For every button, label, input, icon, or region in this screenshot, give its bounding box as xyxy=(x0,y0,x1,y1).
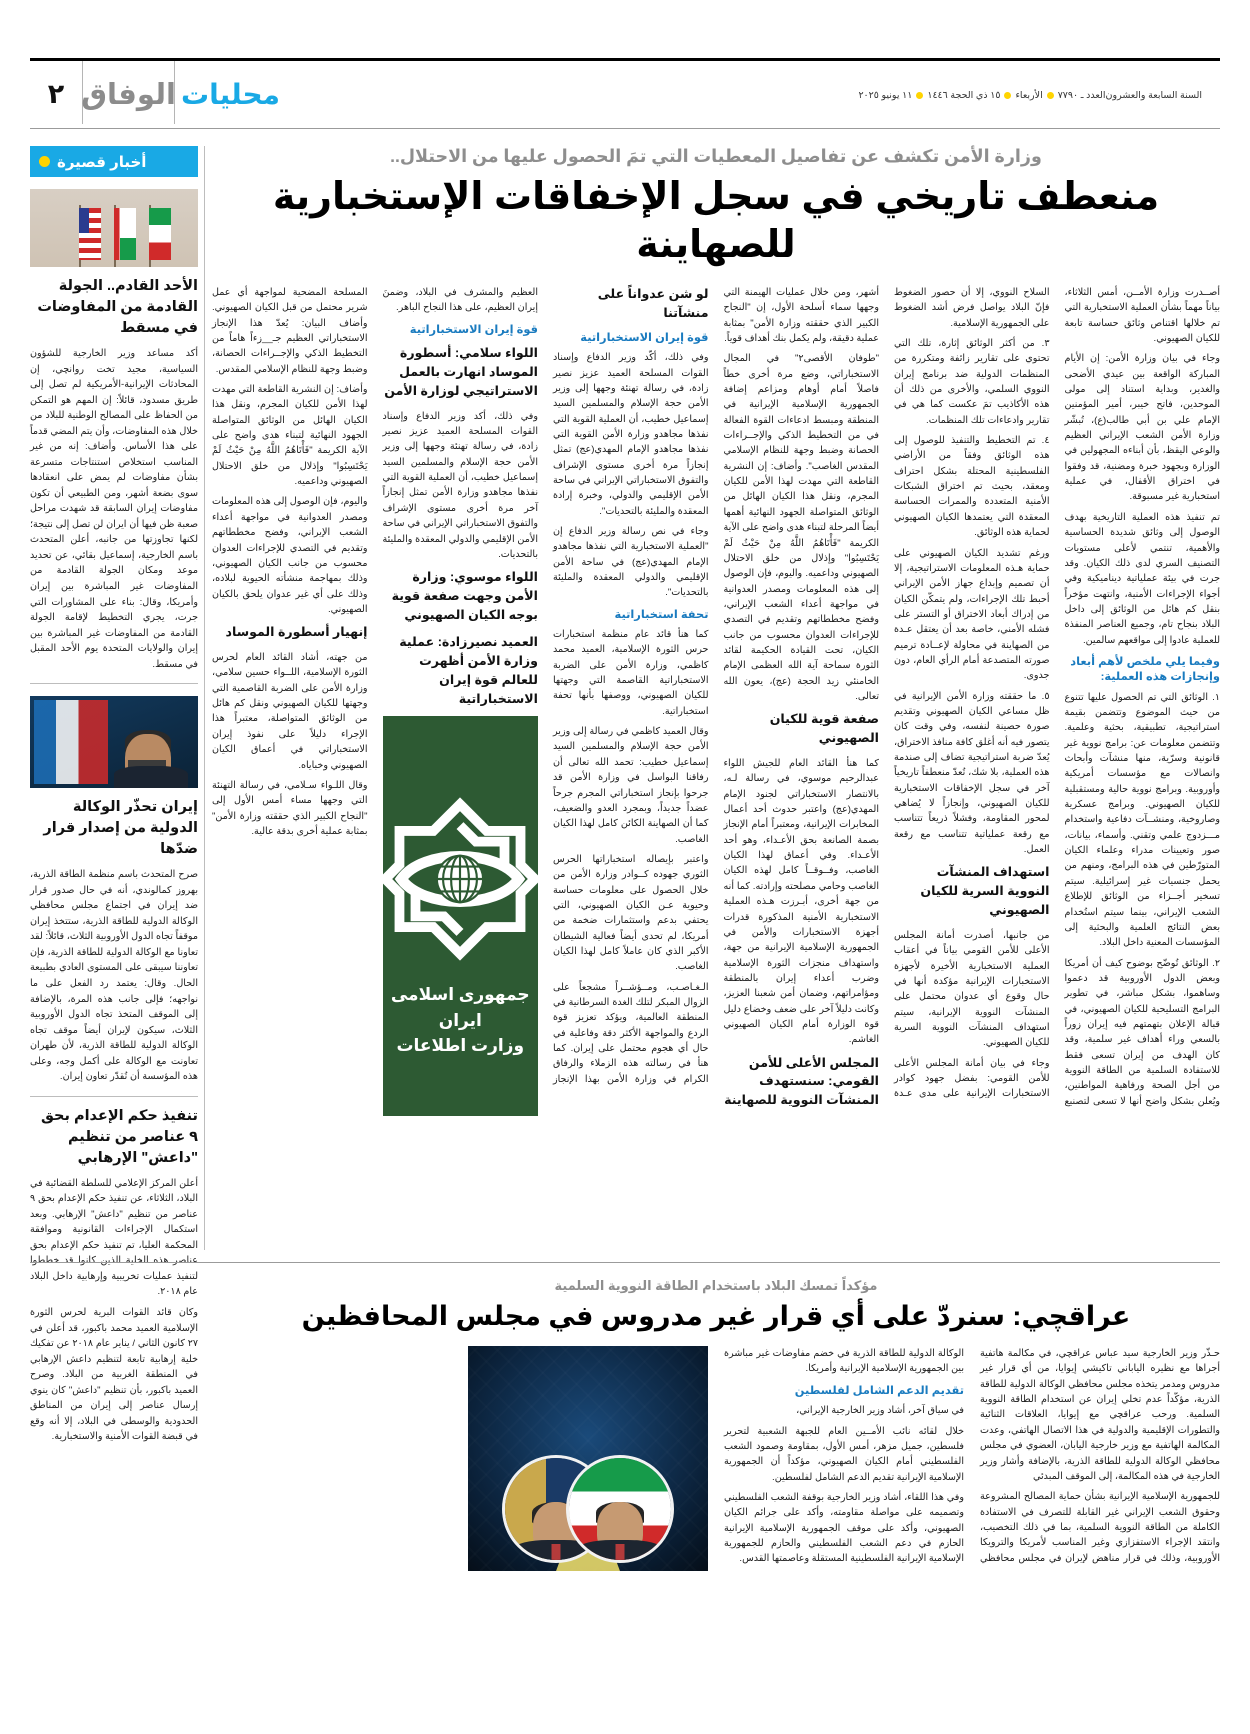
pull-quote: العميد نصيرزادة: عملية وزارة الأمن أظهرت للعالم قوة إيران الاستخباراتية xyxy=(399,634,538,706)
column-paragraph: خلال لقائه نائب الأمــين العام للجبهة الشعبية لتحرير فلسطين، جميل مزهر، أمس الأول، بمقاومة وصمود الشعب الفلسطيني أمام الكيان الصهيوني، مؤكداً أن الجمهورية الإسلامية الإيرانية تقديم الدعم الشامل لفلسطين. xyxy=(724,1425,964,1483)
column-paragraph: وفي ذلك، أكّد وزير الدفاع وإسناد القوات المسلحة العميد عزيز نصير زادة، في رسالة تهنئة وجهها إلى وزير الأمن حجة الإسلام والمسلمين السيد إسماعيل خطيب، أن العملية القوية التي نفذها مجاهدو وزارة الأمن القوية التي نفذها مجاهدو الإمام المهدي(عج) تمثل إنجازاً مرة أخرى مستوى الإشراف والتفوق الاستخباراتي الإيراني في ساحة الأمن الإقليمي والدولي، وخبرة إرادة المعقدة والمليئة بالتحديات". xyxy=(553,352,709,517)
column-paragraph: أصــدرت وزارة الأمــن، أمس الثلاثاء، بياناً مهماً بشأن العملية الاستخبارية التي تم خلالها اقتناص وثائق حساسة تابعة للكيان الصهيوني. xyxy=(1064,287,1220,345)
column-subhead: قوة إيران الاستخباراتية xyxy=(409,323,538,336)
column-paragraph: ٥. ما حققته وزارة الأمن الإيرانية في ظل مساعي الكيان الصهيوني وتقديم صورة حصينة لنفسه، وفي وقت كان يتصور فيه أنه أغلق كافة منافذ الاختراق، يُعدّ ضربة استراتيجية تضاف إلى صندمة هذه العملية، بلا شك، تُعدّ منعطفاً تاريخياً آخر في سجل الإخفاقات الاستخبارية للكيان الصهيوني، وإنجازاً لا يُضاهي لمحور المقاومة، وفشلاً ذريعاً تتناسب مع رقعة عملياتية تتناسب مع رقعة العمل. xyxy=(894,690,1050,856)
main-article-columns xyxy=(212,285,1220,1270)
bottom-article xyxy=(212,1278,1220,1712)
bottom-article-headline: عراقچي: سنردّ على أي قرار غير مدروس في مجلس المحافظين xyxy=(301,1301,1131,1331)
column-paragraph: تم تنفيذ هذه العملية التاريخية بهدف الوصول إلى وثائق شديدة الحساسية والأهمية، تنتمي لأعلى مستويات التصنيف السري لدى ذلك الكيان. وقد جرت في بيئة عملياتية ديناميكية وفي أجواء الإجراءات الأمنية، وانتهت مؤخراً بنقل كم هائل من الوثائق إلى داخل البلاد بنجاح تام، وجميع العناصر المنفذة للعملية عادوا إلى مواقعهم سالمين. xyxy=(1064,511,1220,646)
pull-quote: صفعة قوية للكيان الصهيوني xyxy=(769,712,879,746)
portrait-right xyxy=(566,1455,674,1563)
main-article-headline: منعطف تاريخي في سجل الإخفاقات الإستخبارية للصهاينة xyxy=(272,176,1160,266)
column-subhead: قوة إيران الاستخباراتية xyxy=(580,331,709,344)
column-paragraph: من جهته، أشاد القائد العام لحرس الثورة الإسلامية، اللــواء حسين سلامي، وزارة الأمن على الضربة القاصمية التي وجهتها للكيان الصهيوني ونقل كم هائل من الوثائق المتواصلة، معتبراً هذا الإجراء دليلاً على نفوذ إيران الاستخباراتي في أعماق الكيان الصهيوني وخباياه. xyxy=(212,652,368,771)
masthead xyxy=(30,58,1220,124)
iran-ministry-of-intelligence-emblem xyxy=(383,716,539,1116)
usa-flag-icon xyxy=(66,205,92,267)
column-paragraph: "طوفان الأقصى٢" في المجال الاستخباراتي، وضع مرة أخرى خطاً فاصلاً أمام أوهام ومزاعم إضافة الجمهورية الإسلامية الإيرانية في المنطقة ومبسط ادعاءات القوة الفعالة في من التخطيط الذكي والإجــراءات الحصانة وضبط وجهة للنظام الإسلامي المقدس الغاصب". وأضاف: إن النشرية القاطعة التي مهدت لهذا الأمن للكيان المجرم، ونقل هذا الكيان الهائل من الوثائق المتواصلة الجهود النهائية أهمها أيضاً المرحلة لتبناء هدى واضح على الآية الكريمة "فَأْتَاهُمُ اللَّهُ مِنْ حَيْثُ لَمْ يَحْتَسِبُوا" وإذلال من خلق الاحتلال الصهيوني وداعميه. واليوم، فإن الوصول إلى هذه المعلومات ومصدر العدوانية في مواجهة أعداء الشعب الإيراني، وفضح مخططاتهم وتقديم في التصدي للإجراءات العدوان محسوب من جانب الكيان، تحت القيادة الحكيمة لقائد الثورة سماحة آية الله العظمى الإمام الخامنئي زيد الحجة (عج)، يعون الله تعالى. xyxy=(723,353,879,702)
column-paragraph: للجمهورية الإسلامية الإيرانية بشأن حماية المصالح المشروعة وحقوق الشعب الإيراني غير القابلة للتصرف في الاستفادة الكاملة من الطاقة النووية السلمية، بما في ذلك التخصيب، وانتقد الإجراء الاستفزازي وغير المناسب لأمريكا والترويكا الأوروبية، وذلك في قرار مناهض لإيران في مجلس محافظي الوكالة الدولية للطاقة الذرية في خضم مفاوضات غير مباشرة بين الجمهورية الإسلامية الإيرانية وأمريكا. xyxy=(724,1348,1220,1564)
column-paragraph: في سياق آخر، أشاد وزير الخارجية الإيراني، xyxy=(796,1405,964,1417)
emblem-line-2: وزارت اطلاعات xyxy=(396,1036,525,1056)
separator-dot-icon xyxy=(1004,92,1011,99)
bottom-article-divider xyxy=(30,1262,1220,1263)
sidebar-item-headline[interactable]: الأحد القادم.. الجولة القادمة من المفاوضات في مسقط xyxy=(37,278,198,337)
column-paragraph: ٢. الوثائق تُوضّح بوضوح كيف أن أمريكا وبعض الدول الأوروبية قد دعموا وساهموا، بشكل مباشر، في تطوير البرامج التسليحية للكيان الصهيوني، في قبالة الإعلان بتهمتهم فيه إيران زوراً بالسعي وراء أهداف غير سلمية، وقد كان الهدف من إيران تسعى فقط للاستفادة السلمية من الطاقة النووية من أجل الصحة ورفاهية المواطنين، ويُعلن بشكل واضح أنها لا تسعى لتصنيع السلاح النووي، إلا أن حصور الضغوط فإنّ البلاد يواصل فرض أشد الضغوط على الجمهورية الإسلامية. xyxy=(894,287,1220,1107)
column-subhead: تقديم الدعم الشامل لفلسطين xyxy=(794,1384,964,1397)
sidebar-item-headline[interactable]: تنفيذ حكم الإعدام بحق ٩ عناصر من تنظيم "داعش" الإرهابي xyxy=(40,1107,198,1166)
column-subhead: تحفة استخباراتية xyxy=(614,608,709,621)
pull-quote: إنهيار أسطورة الموساد xyxy=(225,625,368,640)
column-paragraph: كما هنأ القائد العام للجيش اللواء عبدالرحيم موسوي، في رسالة لـه، بالانتصار الاستخباراتي لجنود الإمام المهدي(عج) واعتبر حدوث أحد أعمال المخابرات الإيرانية، ومعتبراً أمام الإنجاز بصمة الصانعة بحق الأعـداء، وهو أحد الأعـداء. وفي أعماق لهذا الكيان الغاصب، وفــوقــاً كامل لهذه الكيان الغاصب وحامي مصلحته وإرادته. كما أنه من جهة أخرى، أبـرزت هـذه العملية الاستخبارية الأمنية المذكورة قدرات أجهزة الاستخبارات والأمن في الجمهورية الإسلامية الإيرانية من جهة، واستهداف منجزات الثورة الإسلامية وضرب أعداء إيران بالمنطقة ومؤامراتهم، وضمان أمن شعبنا العزيز، وكانت دليلاً آخر على ضعف وخضاع دليل قوة الوزارة أمام الكيان الصهيوني الغاشم. xyxy=(723,758,879,1046)
column-paragraph: ٣. من أكثر الوثائق إثارة، تلك التي تحتوي على تقارير زائفة ومتكررة من المنظمات الدولية ضد برنامج إيران النووي السلمي، والأخرى من ذلك أن هذه الأكاذيب تمَ عكست كما هي في تقارير وادعاءات تلك المنظمات. xyxy=(894,338,1050,426)
sidebar-item-paragraph: أكد مساعد وزير الخارجية للشؤون السياسية، مجيد تخت روانچي، إن المحادثات الإيرانية-الأمريكية لم تصل إلى طريق مسدود، قائلاً: إن المهم هو التمكن من الحفاظ على المصالح الوطنية للبلاد من خلال هذه المفاوضات، وأن يتم المضي قدماً على هذا الأساس. وأضاف: إنه من غير المناسب استخلاص استنتاجات متسرعة بشأن مفاوضات لم يمض على انعقادها سوى بضعة أشهر، ومن الطبيعي أن تكون مفاوضات إيران السابقة قد شهدت مراحل صعبة ظن فيها أن ايران لن تصل إلى نتيجة؛ لكنها تجاوزتها من جانبه، أعلن المتحدث باسم الخارجية، إسماعيل بقائي، عن تحديد موعد ومكان الجولة القادمة من المفاوضات غير المباشرة بين إيران وأمريكا، وقال: بناء على المشاورات التي جرت، يجري التخطيط لإقامة الجولة القادمة من المفاوضات غير المباشرة بين إيران والولايات المتحدة يوم الأحد المقبل في مسقط. xyxy=(30,348,198,670)
column-paragraph: وجاء في نص رسالة وزير الدفاع إن "العملية الاستخبارية التي نفذها مجاهدو الإمام المهدي(عج) في ساحة الأمن الإقليمي والدولي المعقدة والمليئة بالتحديات". xyxy=(553,525,709,599)
header-divider xyxy=(30,128,1220,129)
bottom-article-kicker: مؤكداً تمسك البلاد باستخدام الطاقة النووية السلمية xyxy=(554,1278,878,1293)
paper-name: الوفاق xyxy=(82,61,174,124)
issue-hijri-date: ١٥ ذي الحجة ١٤٤٦ xyxy=(927,90,1001,101)
column-paragraph: ورغم تشديد الكيان الصهيوني على حماية هـذه المعلومات الاستراتيجية، إلا أن تصميم وإبداع جهاز الأمن الإيراني أحبط تلك الإجراءات، ولم يتمكّن الكيان من إدراك أبعاد الاختراق أو التستر على فشله الأمني، خاصة بعد أن يعتقل عـدة من الصهاينة في محاولة لإعــادة ترميم صورته المتصدعة أمام الرأي العام، دون جدوى. xyxy=(894,547,1050,682)
bullet-dot-icon xyxy=(39,156,50,167)
section-name[interactable]: محليات xyxy=(174,61,286,124)
pull-quote: اللواء سلامي: أسطورة الموساد انهارت بالعمل الاستراتيجي لوزارة الأمن xyxy=(384,346,538,398)
column-paragraph: ٤. تم التخطيط والتنفيذ للوصول إلى هذه الوثائق وفقاً من الأراضي الفلسطينية المحتلة بشكل احتراف ومعقد، بحيث تم اختراق الشبكات الأمنية المتعددة والممرات الحساسة المعقدة التي يعتمدها الكيان الصهيوني لحماية هذه الوثائق. xyxy=(894,435,1050,539)
column-paragraph: وفي ذلك، أكد وزير الدفاع وإسناد القوات المسلحة العميد عزيز نصير زادة، في رسالة تهنئة وجهها إلى وزير الأمن حجة الإسلام والمسلمين السيد إسماعيل خطيب، أن العملية القوية التي نفذها مجاهدو وزارة الأمن تمثل إنجازاً آخر مرة أخرى مستوى الإشراف والتفوق الاستخباراتي الإيراني في ساحة الأمن الإقليمي والدولي المعقدة والمليئة بالتحديات. xyxy=(382,410,538,560)
column-paragraph: واليوم، فإن الوصول إلى هذه المعلومات ومصدر العدوانية في مواجهة أعداء الشعب الإيراني، وفضح مخططاتهم وتقديم في التصدي للإجراءات العدوان محسوب من جانب الكيان الصهيوني، وذلك بمهاجمة منشأته الحيوية لبلاده، وذلك على أي غير عدوان يلحق بالكيان الصهيوني. xyxy=(212,496,368,615)
short-news-banner xyxy=(30,146,198,177)
column-paragraph: ١. الوثائق التي تم الحصول عليها تتنوع من حيث الموضوع وتتضمن بقيمة استراتيجية، تطبيقية، بحثية وعلمية. وتتضمن معلومات عن: برامج نووية غير قانونية وسرّية، منها منشآت وأبحاث وانصالات مع مؤسسات أمريكية وأوروبية. وبرامج نووية حالية ومستقبلية للكيان الصهيوني. وبرامج عسكرية وصاروخية، ومنشــآت دفاعية واستخدام مـــزدوج علمي وتقني. وأسماء، بيانات، صور وتعيينات مدراء وعلماء الكيان المتورّطين في هذه البرامج، ومنهم من يحمل جنسيات غير إسرائيلية. سيتم تسخير أجــزاء من الوثائق للإطلاع الشعب الإيراني، بينما سيتم استُخدام بعض النتائج العلمية والبحثية إلى المؤسسات المعنية داخل البلاد. xyxy=(1064,691,1220,949)
iran-flag-icon xyxy=(136,205,162,267)
pull-quote: اللواء موسوي: وزارة الأمن وجهت صفعة قوية بوجه الكيان الصهيوني xyxy=(391,570,538,622)
flags-iran-oman-usa-photo xyxy=(30,189,198,267)
intelligence-eye-star-icon xyxy=(383,790,539,968)
sidebar-item-divider xyxy=(30,1096,198,1097)
oman-flag-icon xyxy=(101,205,127,267)
pull-quote: المجلس الأعلى للأمن القومي: سنستهدف المنشآت النووية للصهاينة لو شن عدواناً على منشآتنا xyxy=(597,287,879,1108)
sidebar-item-paragraph: صرح المتحدث باسم منظمة الطاقة الذرية، بهروز كمالوندي، أنه في حال صدور قرار ضد إيران في اجتماع مجلس محافظي الوكالة الدولية للطاقة الذرية، ستتخذ إيران موقفاً تجاه الدول الأوروبية الثلاث، قائلاً: لقد تعاونا مع الوكالة الدولية للطاقة الذرية، فإن تعاوننا سيبقى على المستوى العادي بطبيعة الحال. وقال: يعتمد رد الفعل على ما نواجهه؛ فإلى جانب هذه المرة، بالإضافة إلى الموقف المتخذ تجاه الدول الأوروبية الثلاث، سيكون لإيران أيضاً موقف تجاه الوكالة الدولية للطاقة الذرية، لأن طهران تعاونت مع الوكالة على أكمل وجه، وعلى هذه المؤسسة أن تُقدّر تعاون إيران. xyxy=(30,869,198,1083)
column-paragraph: الـغـاصـب، ومــؤشــراً مشجعاً على الزوال المبكر لتلك الغدة السرطانية في المنطقة العالمية، ويؤكد تعزيز قوة الردع والمواجهة الأكثر دقة وفاعلية في حال أي هجوم محتمل على إيران. كما هنأ في رسالته هذه الزملاء والرفاق الكرام في وزارة الأمن بهذا الإنجاز العظيم والمشرف في البلاد، وضمنَ إيران العظيم، على هذا النجاح الباهر. xyxy=(382,287,709,1085)
emblem-figure xyxy=(383,716,539,1116)
column-paragraph: حـذّر وزير الخارجية سيد عباس عراقچي، في مكالمة هاتفية أجراها مع نظيره الياباني تاكيشي إيوايا، من أي قرار غير مدروس ومدمر يتخذه مجلس محافظي الوكالة الدولية للطاقة الذرية، مؤكّداً عدم تخلي إيران عن استخدام الطاقة النووية السلمية. ورحب عراقچي مع إيوايا، العلاقات الثنائية والتطورات الإقليمية والدولية في هذا الاتصال الهاتفي، وعدت المكالمة الهاتفية مع وزير خارجية اليابان، العضوي في مجلس محافظي الوكالة الدولية للطاقة الذرية، بالإضافة وأشار وزير الخارجية في هذه المكالمة، إلى الموقف المبدئي xyxy=(980,1348,1220,1482)
column-paragraph: واعتبر بإيصاله استخباراتها الحرس الثوري جهوده كــوادر وزارة الأمن من خلال الحصول على معلومات حساسة وحيوية عـن الكيان الصهيوني، التي يحتفي بدعم واستثمارات ضخمة من أمريكا، لم تحدى أيضاً فعالية الشيطان الأكبر الذي كان عاملاً كامل لهذا الكيان الغاصب. xyxy=(553,853,709,973)
column-paragraph: وقال العميد كاظمي في رسالة إلى وزير الأمن حجة الإسلام والمسلمين السيد إسماعيل خطيب: تحمد الله تعالى أن رفاقنا البواسل في وزارة الأمن قد جرحوا بإنجاز استخباراتي المجرم جرحاً عضداً جديداً، وبمجرد العدو والضعيف، كما أن الصهاينة الكائن كامل لهذا الكيان الغاصب. xyxy=(553,726,709,845)
column-paragraph: وفي هذا اللقاء، أشاد وزير الخارجية بوقفة الشعب الفلسطيني وتصميمه على مواصلة مقاومته، وأكد على جرائم الكيان الصهيوني، وأكد على موقف الجمهورية الإسلامية الإيرانية الحازم في دعم الشعب الفلسطيني والحازم للجمهورية الإسلامية الإيرانية الفلسطينية المستقلة وعاصمتها القدس. xyxy=(724,1491,964,1565)
column-paragraph: وأضاف: إن النشرية القاطعة التي مهدت لهذا الأمن للكيان المجرم، ونقل هذا الكيان الهائل من الوثائق المتواصلة الجهود النهائية لتبناء هدى واضح على الآية الكريمة "فَأْتَاهُمُ اللَّهُ مِنْ حَيْثُ لَمْ يَحْتَسِبُوا" وإذلال من خلق الاحتلال الصهيوني وداعميه. xyxy=(212,384,368,488)
short-news-sidebar xyxy=(30,146,198,1712)
iran-spokesman-photo xyxy=(30,696,198,788)
bottom-photo-figure xyxy=(468,1346,708,1571)
column-paragraph: وجاء في بيان وزارة الأمن: إن الأيام المباركة الواقعة بين عيدي الأضحى والغدير، وبداية استناد إلى مولى الموحدين، فاتح خيبر، أمير المؤمنين الإمام علي بن أبي طالب(ع)، تُبشّر وزارة الأمن الشعب الإيراني العظيم والوعي اليقظ، بأن أبناءه المجهولين في الوزارة وبجهود خبرة ومضنية، قد وفقوا في اختراق الأقفال، في عملية استخبارية غير مسبوقة. xyxy=(1064,353,1220,503)
page-number: ٢ xyxy=(47,79,65,109)
emblem-line-1: جمهوری اسلامی ایران xyxy=(390,985,530,1030)
emblem-caption xyxy=(383,982,539,1059)
sidebar-main-divider xyxy=(204,146,205,1250)
column-paragraph: كما هنأ قائد عام منظمة استخبارات حرس الثورة الإسلامية، العميد محمد كاظمي، وزارة الأمن على الضربة الاستخباراتية القاصمة التي وجهتها للكيان الصهيوني، ووصفها بأنها تحفة استخباراتية. xyxy=(553,629,709,717)
column-paragraph: وقال اللـواء سـلامي، في رسالة التهنئة التي وجهها مساء أمس الأول إلى "النجاح الكبير الذي حققته وزارة الأمن" بمثابة عملية أخرى بدقة عالية. xyxy=(212,779,368,837)
issue-gregorian-date: ١١ يونيو ٢٠٢٥ xyxy=(858,90,913,101)
issue-year: السنة السابعة والعشرون xyxy=(1105,90,1202,101)
separator-dot-icon xyxy=(916,92,923,99)
issue-info-line xyxy=(286,61,1220,124)
issue-weekday: الأربعاء xyxy=(1015,90,1043,101)
separator-dot-icon xyxy=(1047,92,1054,99)
short-news-banner-label: أخبار قصيرة xyxy=(57,153,147,171)
araghchi-meeting-photo xyxy=(468,1346,708,1571)
issue-number: العدد ـ ٧٧٩٠ xyxy=(1057,90,1106,101)
sidebar-item-divider xyxy=(30,683,198,684)
sidebar-item-headline[interactable]: إيران تحذّر الوكالة الدولية من إصدار قرار ضدّها xyxy=(43,799,198,858)
main-article xyxy=(212,146,1220,1270)
column-subhead: وفيما يلي ملخص لأهم أبعاد وإنجازات هذه العملية: xyxy=(1070,655,1220,684)
bottom-article-columns xyxy=(212,1346,1220,1726)
column-paragraph: من جانبها، أصدرت أمانة المجلس الأعلى للأمن القومي بياناً في أعقاب العملية الاستخبارية الأخيرة لأجهزة الاستخبارات الإيرانية مؤكدة أنها في حال وقوع أي عدوان محتمل على المنشآت النووية الإيرانية، سيتم استهداف المنشآت النووية السرية للكيان الصهيوني. xyxy=(894,930,1050,1049)
pull-quote: استهداف المنشآت النووية السرية للكيان الصهيوني xyxy=(920,865,1050,918)
sidebar-item-paragraph: أعلن المركز الإعلامي للسلطة القضائية في البلاد، الثلاثاء، عن تنفيذ حكم الإعدام بحق ٩ عناصر من تنظيم "داعش" الإرهابي. وبعد استكمال الإجراءات القانونية وموافقة المحكمة العليا، تم تنفيذ حكم الإعدام بحق عناصر هذه الخلية الذين كانوا قد خططوا لتنفيذ عمليات تخريبية وإرهابية داخل البلاد عام ٢٠١٨. xyxy=(30,1177,198,1298)
main-article-kicker: وزارة الأمن تكشف عن تفاصيل المعطيات التي تمَ الحصول عليها من الاحتلال.. xyxy=(390,146,1042,166)
column-paragraph: المسلحة المضحية لمواجهة أي عمل شرير محتمل من قبل الكيان الصهيوني. وأضاف البيان: يُعدّ هذا الإنجاز الاستخباراتي العظيم جـ__زءاً هاماً من التخطيط الذكي والإجــراءات الحصانة، وضبط وجهة للنظام الإسلامي المقدس. xyxy=(212,287,368,375)
sidebar-item-paragraph: وكان قائد القوات البرية لحرس الثورة الإسلامية العميد محمد باكبور، قد أعلن في ٢٧ كانون الثاني / يناير عام ٢٠١٨ عن تفكيك خلية إرهابية تابعة لتنظيم داعش الإرهابي في المنطقة الغربية من البلاد. وصرح العميد باكبور، بأن تنظيم "داعش" كان ينوي إرسال عناصر إلى إيران من المناطق الحدودية والوسطى في البلاد، إلا أنه وقع في قبضة القوات الأمنية والاستخبارية. xyxy=(30,1306,198,1443)
column-paragraph: وجاء في بيان أمانة المجلس الأعلى للأمن القومي: بفضل جهود كوادر الاستخبارات الإيرانية على مدى عـدة أشهر، ومن خلال عمليات الهيمنة التي وجهها سماء أسلحة الأول، إن "النجاح الكبير الذي حققته وزارة الأمن" بمثابة عملية دقيقة، ولم يكمل بنك أهداف قوياً. xyxy=(723,287,1050,1100)
